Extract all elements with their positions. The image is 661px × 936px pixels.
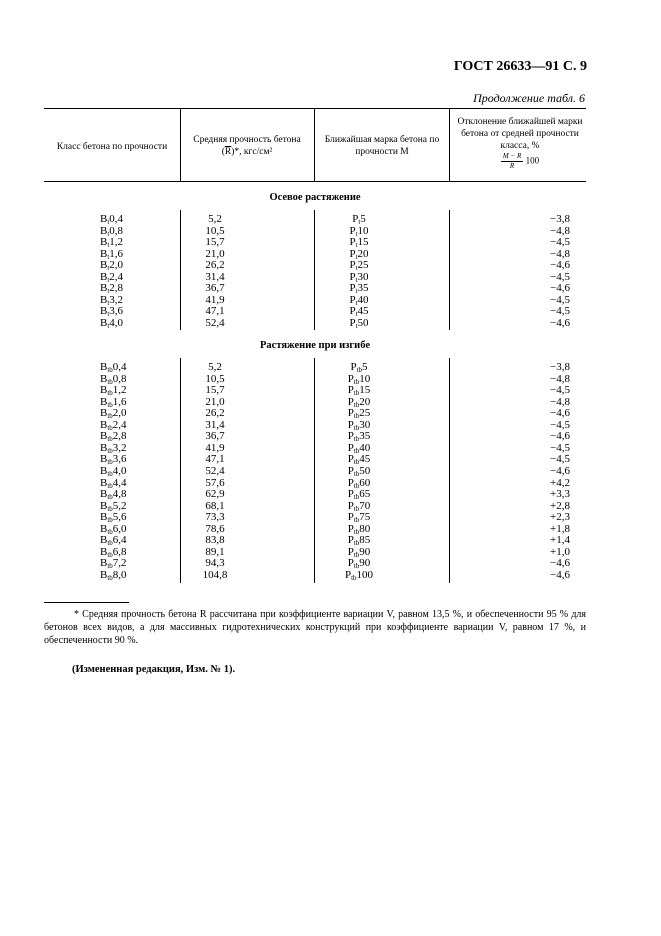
table-row xyxy=(44,465,586,477)
cell-grade: $P_{tb}30$ xyxy=(347,418,371,432)
cell-class: $B_{tb}5,6$ xyxy=(100,511,127,525)
cell-deviation: −4,8 xyxy=(550,247,570,260)
table-row xyxy=(44,477,586,489)
cell-deviation: −3,8 xyxy=(550,361,570,373)
cell-strength: 10,5 xyxy=(205,372,225,385)
cell-grade: $P_t5$ xyxy=(352,213,366,226)
cell-deviation: −4,5 xyxy=(550,236,570,249)
table-row xyxy=(44,546,586,558)
cell-strength: 41,9 xyxy=(205,441,225,454)
cell-strength: 36,7 xyxy=(205,430,225,443)
cell-deviation: −4,5 xyxy=(550,270,570,283)
cell-class: $B_{tb}2,8$ xyxy=(100,430,127,444)
cell-deviation: +3,3 xyxy=(550,488,570,501)
cell-grade: $P_t45$ xyxy=(349,305,369,319)
cell-class: $B_{tb}6,4$ xyxy=(100,534,127,548)
cell-class: $B_{tb}2,0$ xyxy=(100,407,127,421)
cell-deviation: +4,2 xyxy=(550,476,570,489)
table-row xyxy=(44,523,586,535)
cell-deviation: −4,8 xyxy=(550,224,570,237)
cell-grade: $P_{tb}65$ xyxy=(347,488,371,502)
cell-grade: $P_t25$ xyxy=(349,259,369,273)
table-row xyxy=(44,225,586,237)
cell-class: $B_{tb}4,0$ xyxy=(100,464,127,478)
cell-strength: 62,9 xyxy=(205,488,225,501)
cell-strength: 47,1 xyxy=(205,305,225,318)
cell-deviation: −4,6 xyxy=(550,282,570,295)
table-row xyxy=(44,557,586,569)
table-row xyxy=(44,453,586,465)
table-row xyxy=(44,305,586,317)
cell-grade: $P_{tb}5$ xyxy=(350,361,368,374)
table-row xyxy=(44,294,586,306)
cell-strength: 21,0 xyxy=(205,395,225,408)
deviation-formula: $\frac{M - R}{R}$ xyxy=(502,152,522,170)
column-header-grade: Ближайшая марка бетона по прочности М xyxy=(324,135,440,157)
cell-class: $B_t1,6$ xyxy=(100,247,124,261)
cell-strength: 36,7 xyxy=(205,282,225,295)
table-row xyxy=(44,259,586,271)
cell-strength: 5,2 xyxy=(208,361,222,373)
cell-deviation: +1,0 xyxy=(550,545,570,558)
table-row xyxy=(44,213,586,225)
cell-class: $B_{tb}4,8$ xyxy=(100,488,127,502)
cell-grade: $P_{tb}15$ xyxy=(347,384,371,398)
cell-strength: 26,2 xyxy=(205,259,225,272)
cell-deviation: +2,8 xyxy=(550,499,570,512)
cell-deviation: −4,6 xyxy=(550,259,570,272)
cell-deviation: −4,8 xyxy=(550,372,570,385)
table-row xyxy=(44,407,586,419)
cell-class: $B_t2,4$ xyxy=(100,270,124,284)
column-header-strength: Средняя прочность бетона $(\overline{R})*$, кгс/см² xyxy=(193,135,301,157)
cell-strength: 52,4 xyxy=(205,464,225,477)
cell-deviation: −4,6 xyxy=(550,430,570,443)
cell-class: $B_{tb}3,2$ xyxy=(100,441,127,455)
cell-strength: 94,3 xyxy=(205,557,225,570)
table-row xyxy=(44,236,586,248)
cell-class: $B_t1,2$ xyxy=(100,236,124,250)
cell-deviation: −4,6 xyxy=(550,407,570,420)
cell-class: $B_{tb}4,4$ xyxy=(100,476,127,490)
cell-deviation: −4,6 xyxy=(550,464,570,477)
table-row xyxy=(44,317,586,329)
cell-grade: $P_{tb}80$ xyxy=(347,522,371,536)
table-row xyxy=(44,534,586,546)
cell-strength: 83,8 xyxy=(205,534,225,547)
cell-grade: $P_{tb}35$ xyxy=(347,430,371,444)
cell-grade: $P_{tb}90$ xyxy=(347,557,371,571)
cell-deviation: −4,6 xyxy=(550,316,570,329)
cell-grade: $P_{tb}100$ xyxy=(344,568,374,582)
cell-grade: $P_{tb}25$ xyxy=(347,407,371,421)
cell-deviation: −4,5 xyxy=(550,293,570,306)
column-header-class: Класс бетона по прочности xyxy=(56,142,168,152)
cell-grade: $P_t50$ xyxy=(349,316,369,330)
table-row xyxy=(44,569,586,581)
cell-class: $B_{tb}7,2$ xyxy=(100,557,127,571)
cell-deviation: −4,6 xyxy=(550,557,570,570)
table-row xyxy=(44,384,586,396)
table-continuation-label: Продолжение табл. 6 xyxy=(473,91,585,105)
section-title-bending-tension: Растяжение при изгибе xyxy=(260,340,370,351)
cell-grade: $P_{tb}50$ xyxy=(347,464,371,478)
cell-grade: $P_t10$ xyxy=(349,224,369,238)
cell-strength: 21,0 xyxy=(205,247,225,260)
cell-deviation: −4,5 xyxy=(550,418,570,431)
cell-grade: $P_t20$ xyxy=(349,247,369,261)
cell-class: $B_{tb}8,0$ xyxy=(100,568,127,582)
cell-class: $B_t4,0$ xyxy=(100,316,124,330)
table-row xyxy=(44,282,586,294)
cell-strength: 73,3 xyxy=(205,511,225,524)
cell-strength: 10,5 xyxy=(205,224,225,237)
cell-grade: $P_{tb}45$ xyxy=(347,453,371,467)
cell-strength: 15,7 xyxy=(205,384,225,397)
table-row xyxy=(44,361,586,373)
cell-strength: 47,1 xyxy=(205,453,225,466)
column-divider xyxy=(180,108,181,181)
cell-strength: 31,4 xyxy=(205,418,225,431)
cell-grade: $P_t30$ xyxy=(349,270,369,284)
cell-grade: $P_{tb}40$ xyxy=(347,441,371,455)
table-row xyxy=(44,511,586,523)
cell-strength: 31,4 xyxy=(205,270,225,283)
footnote: * Средняя прочность бетона R рассчитана при коэффициенте вариации V, равном 13,5 %, и обеспеченности 95 % для бетонов всех видов, а для массивных гидротехнических конструкций при коэффициенте вариации V, равном 17 %, и обеспеченности 90 %. xyxy=(44,609,586,646)
page-title: ГОСТ 26633—91 С. 9 xyxy=(453,59,587,74)
cell-deviation: −4,8 xyxy=(550,395,570,408)
cell-class: $B_t3,6$ xyxy=(100,305,124,319)
cell-class: $B_t2,8$ xyxy=(100,282,124,296)
table-row xyxy=(44,419,586,431)
cell-strength: 57,6 xyxy=(205,476,225,489)
table-top-rule xyxy=(44,108,586,109)
table-header-rule xyxy=(44,181,586,182)
cell-deviation: +1,8 xyxy=(550,522,570,535)
cell-grade: $P_t15$ xyxy=(349,236,369,250)
cell-class: $B_{tb}6,8$ xyxy=(100,545,127,559)
cell-class: $B_{tb}5,2$ xyxy=(100,499,127,513)
cell-class: $B_t3,2$ xyxy=(100,293,124,307)
cell-class: $B_{tb}3,6$ xyxy=(100,453,127,467)
cell-strength: 5,2 xyxy=(208,213,222,225)
cell-grade: $P_t40$ xyxy=(349,293,369,307)
cell-strength: 15,7 xyxy=(205,236,225,249)
edition-note: (Измененная редакция, Изм. № 1). xyxy=(72,664,236,675)
cell-strength: 52,4 xyxy=(205,316,225,329)
cell-class: $B_{tb}0,4$ xyxy=(100,361,127,374)
cell-class: $B_{tb}1,2$ xyxy=(100,384,127,398)
cell-strength: 26,2 xyxy=(205,407,225,420)
table-row xyxy=(44,373,586,385)
cell-grade: $P_{tb}10$ xyxy=(347,372,371,386)
cell-class: $B_t0,8$ xyxy=(100,224,124,238)
r-overline-symbol: $\overline{R}$ xyxy=(224,147,232,157)
cell-class: $B_{tb}6,0$ xyxy=(100,522,127,536)
cell-grade: $P_{tb}90$ xyxy=(347,545,371,559)
cell-strength: 89,1 xyxy=(205,545,225,558)
cell-deviation: −4,5 xyxy=(550,441,570,454)
cell-deviation: −4,5 xyxy=(550,453,570,466)
table-row xyxy=(44,442,586,454)
footnote-rule xyxy=(44,602,129,603)
column-divider xyxy=(314,108,315,181)
cell-strength: 78,6 xyxy=(205,522,225,535)
table-row xyxy=(44,248,586,260)
cell-deviation: −4,5 xyxy=(550,384,570,397)
cell-grade: $P_{tb}60$ xyxy=(347,476,371,490)
cell-class: $B_{tb}2,4$ xyxy=(100,418,127,432)
table-row xyxy=(44,271,586,283)
cell-grade: $P_t35$ xyxy=(349,282,369,296)
column-divider xyxy=(449,108,450,181)
section-title-axial-tension: Осевое растяжение xyxy=(269,192,361,203)
cell-class: $B_t0,4$ xyxy=(100,213,124,226)
cell-deviation: +1,4 xyxy=(550,534,570,547)
cell-grade: $P_{tb}75$ xyxy=(347,511,371,525)
cell-grade: $P_{tb}70$ xyxy=(347,499,371,513)
cell-class: $B_t2,0$ xyxy=(100,259,124,273)
cell-grade: $P_{tb}20$ xyxy=(347,395,371,409)
cell-strength: 104,8 xyxy=(202,568,228,581)
cell-deviation: −3,8 xyxy=(550,213,570,225)
table-row xyxy=(44,396,586,408)
table-row xyxy=(44,488,586,500)
cell-deviation: −4,5 xyxy=(550,305,570,318)
table-row xyxy=(44,500,586,512)
table-row xyxy=(44,430,586,442)
cell-class: $B_{tb}1,6$ xyxy=(100,395,127,409)
cell-strength: 68,1 xyxy=(205,499,225,512)
column-header-deviation: Отклонение ближайшей марки бетона от средней прочности класса, % $\frac{M - R}{R}$ 100 xyxy=(457,117,583,170)
cell-deviation: +2,3 xyxy=(550,511,570,524)
cell-class: $B_{tb}0,8$ xyxy=(100,372,127,386)
cell-deviation: −4,6 xyxy=(550,568,570,581)
cell-strength: 41,9 xyxy=(205,293,225,306)
cell-grade: $P_{tb}85$ xyxy=(347,534,371,548)
